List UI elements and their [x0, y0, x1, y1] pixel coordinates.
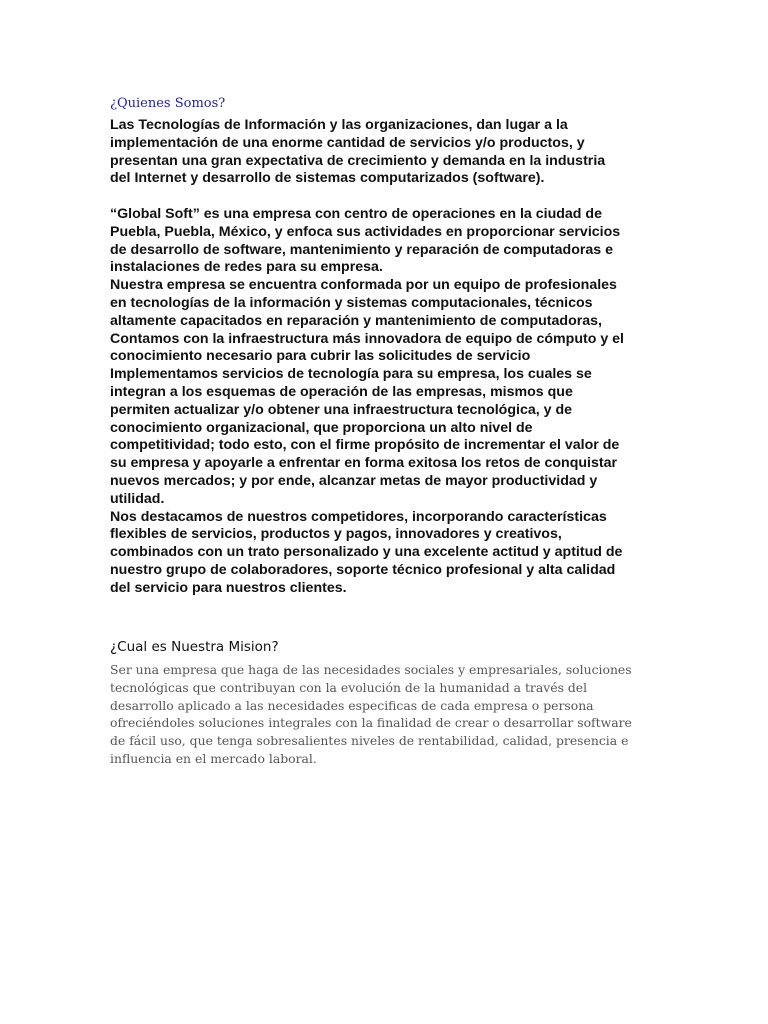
about-line: instalaciones de redes para su empresa. — [110, 259, 383, 276]
about-line: Puebla, Puebla, México, y enfoca sus actividades en proporcionar servicios — [110, 223, 621, 240]
mission-line: tecnológicas que contribuyan con la evolución de la humanidad a través del — [110, 679, 588, 695]
mission-body — [110, 661, 670, 768]
about-line: en tecnologías de la información y sistemas computacionales, técnicos — [110, 294, 593, 311]
about-line: combinados con un trato personalizado y una excelente actitud y aptitud de — [110, 544, 623, 561]
mission-line: Ser una empresa que haga de las necesidades sociales y empresariales, soluciones — [110, 662, 632, 677]
about-line: “Global Soft” es una empresa con centro de operaciones en la ciudad de — [110, 205, 602, 222]
about-body — [110, 117, 670, 598]
mission-heading: ¿Cual es Nuestra Mision? — [110, 639, 279, 655]
about-line: de desarrollo de software, mantenimiento y reparación de computadoras e — [110, 241, 614, 258]
about-line: utilidad. — [110, 490, 165, 507]
about-line: nuestro grupo de colaboradores, soporte técnico profesional y alta calidad — [110, 561, 616, 578]
about-line: conocimiento necesario para cubrir las solicitudes de servicio — [110, 348, 531, 365]
about-line: integran a los esquemas de operación de las empresas, mismos que — [110, 383, 573, 400]
about-line: Nos destacamos de nuestros competidores, incorporando características — [110, 508, 607, 525]
about-line: flexibles de servicios, productos y pagos, innovadores y creativos, — [110, 526, 562, 543]
about-line: del Internet y desarrollo de sistemas computarizados (software). — [110, 170, 545, 187]
about-line: Las Tecnologías de Información y las organizaciones, dan lugar a la — [110, 117, 568, 133]
mission-line: de fácil uso, que tenga sobresalientes niveles de rentabilidad, calidad, presencia e — [110, 733, 629, 749]
mission-line: influencia en el mercado laboral. — [110, 750, 317, 766]
about-line: su empresa y apoyarle a enfrentar en forma exitosa los retos de conquistar — [110, 455, 617, 472]
about-line: Contamos con la infraestructura más innovadora de equipo de cómputo y el — [110, 330, 624, 347]
mission-line: desarrollo aplicado a las necesidades especificas de cada empresa o persona — [110, 697, 594, 713]
about-line: presentan una gran expectativa de crecimiento y demanda en la industria — [110, 152, 606, 169]
about-line: competitividad; todo esto, con el firme propósito de incrementar el valor de — [110, 437, 620, 454]
paragraph-gap — [110, 188, 670, 206]
mission-line: ofreciéndoles soluciones integrales con la finalidad de crear o desarrollar software — [110, 715, 632, 731]
about-line: del servicio para nuestros clientes. — [110, 579, 347, 596]
about-line: altamente capacitados en reparación y mantenimiento de computadoras, — [110, 312, 602, 329]
about-line: Implementamos servicios de tecnología para su empresa, los cuales se — [110, 366, 592, 383]
about-line: conocimiento organizacional, que proporciona un alto nivel de — [110, 419, 533, 436]
about-line: Nuestra empresa se encuentra conformada por un equipo de profesionales — [110, 277, 617, 294]
about-line: nuevos mercados; y por ende, alcanzar metas de mayor productividad y — [110, 472, 598, 489]
about-line: implementación de una enorme cantidad de servicios y/o productos, y — [110, 134, 585, 151]
about-line: permiten actualizar y/o obtener una infraestructura tecnológica, y de — [110, 401, 573, 418]
about-heading: ¿Quienes Somos? — [110, 96, 226, 111]
